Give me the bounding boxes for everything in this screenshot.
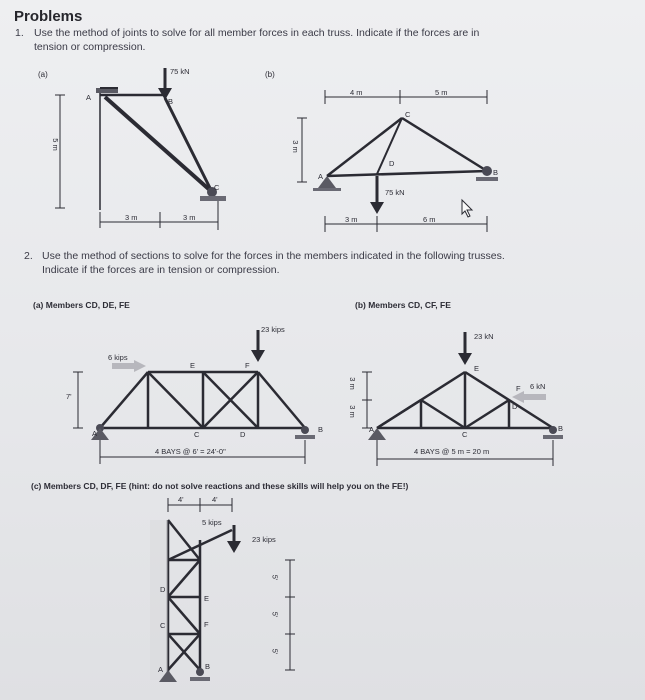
p2c-node-a: A <box>158 665 164 674</box>
p1b-load-label: 75 kN <box>385 188 405 197</box>
p2c-title: (c) Members CD, DF, FE (hint: do not solve reactions and these skills will help you on the FE!) <box>31 481 409 491</box>
p2c-node-f: F <box>204 620 209 629</box>
p1a-load-label: 75 kN <box>170 67 190 76</box>
p1b-height-label: 3 m <box>290 140 300 153</box>
p2b-node-c: C <box>462 430 468 439</box>
p1a-dim-right-label: 3 m <box>183 213 196 222</box>
p2b-node-d: D <box>512 402 518 411</box>
p2a-node-f: F <box>245 361 250 370</box>
p1b-node-a: A <box>318 172 324 181</box>
p1b-node-d: D <box>389 159 395 168</box>
problem2-number: 2. <box>24 250 33 262</box>
p2b-node-a: A <box>369 425 375 434</box>
p1a-height-label: 5 m <box>50 138 60 151</box>
p2b-height-label-1: 3 m <box>347 377 357 390</box>
p1a-tag: (a) <box>38 70 48 79</box>
p2a-height-label: 7' <box>66 392 72 401</box>
p2a-node-d: D <box>240 430 246 439</box>
p1b-node-c: C <box>405 110 411 119</box>
p2c-wall <box>150 520 168 680</box>
p2c-member-df <box>168 597 200 634</box>
p2b-title: (b) Members CD, CF, FE <box>355 300 451 310</box>
page-title: Problems <box>14 8 83 25</box>
p2a-bays-label: 4 BAYS @ 6' = 24'-0" <box>155 447 226 456</box>
p2a-node-e: E <box>190 361 196 370</box>
p1b-dim-top-right: 5 m <box>435 88 448 97</box>
p1a-dim-left-label: 3 m <box>125 213 138 222</box>
p2c-dim-top-2: 4' <box>212 495 218 504</box>
p2c-member-ec <box>168 560 200 597</box>
p2b-node-b: B <box>558 424 564 433</box>
p2c-height-label-2: 5' <box>270 611 280 618</box>
p1b-dim-top-left: 4 m <box>350 88 363 97</box>
p2c-height-label-1: 5' <box>270 574 280 581</box>
p2b-bays-label: 4 BAYS @ 5 m = 20 m <box>414 447 490 456</box>
p2c-node-d: D <box>160 585 166 594</box>
p2a-node-a: A <box>92 429 98 438</box>
p2c-dim-top-1: 4' <box>178 495 184 504</box>
p2c-load-left-label: 5 kips <box>202 518 222 527</box>
p2a-node-c: C <box>194 430 200 439</box>
p1a-node-b: B <box>168 97 174 106</box>
p2c-node-b: B <box>205 662 211 671</box>
p2b-load-top-label: 23 kN <box>474 332 494 341</box>
p2a-load-top-label: 23 kips <box>261 325 285 334</box>
p1b-node-b: B <box>493 168 499 177</box>
p2b-node-f: F <box>516 384 521 393</box>
p1b-dim-bottom-left: 3 m <box>345 215 358 224</box>
p2b-height-label-2: 3 m <box>347 405 357 418</box>
p1b-tag: (b) <box>265 70 275 79</box>
p2c-load-right-label: 23 kips <box>252 535 276 544</box>
p2a-node-b: B <box>318 425 324 434</box>
p2a-title: (a) Members CD, DE, FE <box>33 300 130 310</box>
p1a-node-a: A <box>86 93 92 102</box>
problem2-text-line1: Use the method of sections to solve for the forces in the members indicated in the following trusses. <box>42 250 505 262</box>
p2b-node-e: E <box>474 364 480 373</box>
p1a-node-c: C <box>214 183 220 192</box>
p2c-load-left-arrow <box>227 525 241 553</box>
problem1-text-line2: tension or compression. <box>34 41 146 53</box>
problem1-text-line1: Use the method of joints to solve for all member forces in each truss. Indicate if the forces are in <box>34 27 480 39</box>
p2a-load-side-label: 6 kips <box>108 353 128 362</box>
p1b-dim-bottom-right: 6 m <box>423 215 436 224</box>
p2b-load-side-label: 6 kN <box>530 382 546 391</box>
p2c-height-label-3: 5' <box>270 648 280 655</box>
problem1-number: 1. <box>15 27 24 39</box>
p2c-node-c: C <box>160 621 166 630</box>
p2c-node-e: E <box>204 594 210 603</box>
problem2-text-line2: Indicate if the forces are in tension or compression. <box>42 264 280 276</box>
